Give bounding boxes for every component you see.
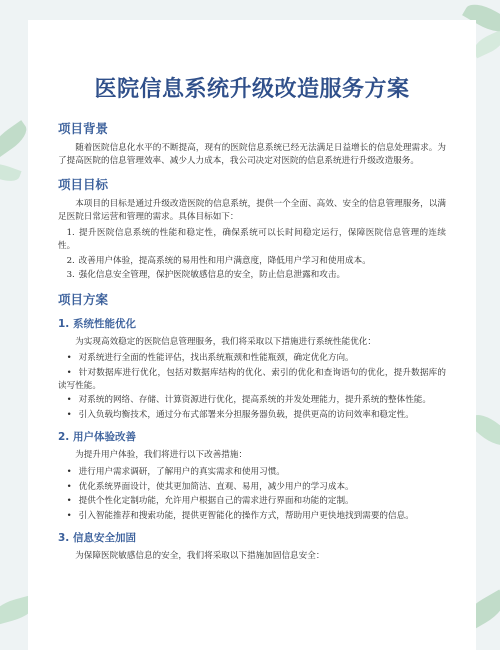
bullet-icon: •: [66, 409, 72, 420]
user-experience-intro-paragraph: 为提升用户体验，我们将进行以下改善措施：: [75, 450, 248, 461]
bullet-text: 优化系统界面设计，使其更加简洁、直观、易用，减少用户的学习成本。: [78, 481, 354, 492]
goal-item: [58, 255, 446, 268]
goal-item: [58, 269, 446, 282]
background-paragraph: 随着医院信息化水平的不断提高，现有的医院信息系统已经无法满足日益增长的信息处理需求。为了提高医院的信息管理效率、减少人力成本，我公司决定对医院的信息系统进行升级改造服务。: [58, 143, 446, 166]
bullet-text: 对系统的网络、存储、计算资源进行优化，提高系统的并发处理能力，提升系统的整体性能。: [78, 395, 431, 406]
document-title: 医院信息系统升级改造服务方案: [94, 77, 410, 102]
bullet-text: 针对数据库进行优化，包括对数据库结构的优化、索引的优化和查询语句的优化，提升数据库的读写性能。: [58, 367, 446, 391]
bullet-text: 引入智能推荐和搜索功能，提供更智能化的操作方式，帮助用户更快地找到需要的信息。: [78, 510, 414, 521]
document-page: [28, 20, 476, 650]
bullet-item: [58, 352, 446, 365]
subsection-heading-user-experience: 2. 用户体验改善: [58, 431, 136, 444]
goal-text: 提升医院信息系统的性能和稳定性，确保系统可以长时间稳定运行，保障医院信息管理的连续性。: [58, 228, 446, 251]
bullet-icon: •: [66, 395, 72, 406]
goal-marker: 1.: [66, 228, 75, 239]
subsection-heading-performance: 1. 系统性能优化: [58, 317, 136, 330]
security-intro-paragraph: 为保障医院敏感信息的安全，我们将采取以下措施加固信息安全：: [75, 551, 325, 562]
goal-text: 改善用户体验，提高系统的易用性和用户满意度，降低用户学习和使用成本。: [78, 255, 371, 266]
section-heading-goals: 项目目标: [58, 177, 109, 193]
bullet-text: 对系统进行全面的性能评估，找出系统瓶颈和性能瓶颈，确定优化方向。: [78, 353, 354, 364]
section-heading-plan: 项目方案: [58, 291, 109, 307]
bullet-icon: •: [66, 367, 72, 378]
bullet-item: [58, 367, 446, 392]
bullet-icon: •: [66, 481, 72, 492]
subsection-heading-security: 3. 信息安全加固: [58, 532, 136, 545]
bullet-text: 进行用户需求调研，了解用户的真实需求和使用习惯。: [78, 466, 285, 477]
goals-intro-paragraph: 本项目的目标是通过升级改造医院的信息系统，提供一个全面、高效、安全的信息管理服务，以满足医院日常运营和管理的需求。具体目标如下：: [58, 199, 446, 222]
bullet-item: [58, 409, 446, 422]
goal-marker: 2.: [66, 255, 75, 266]
goal-item: [58, 227, 446, 252]
bullet-text: 引入负载均衡技术，通过分布式部署来分担服务器负载，提供更高的访问效率和稳定性。: [78, 409, 414, 420]
bullet-item: [58, 481, 446, 494]
goal-text: 强化信息安全管理，保护医院敏感信息的安全，防止信息泄露和攻击。: [78, 270, 346, 281]
bullet-item: [58, 394, 446, 407]
bullet-icon: •: [66, 466, 72, 477]
goal-marker: 3.: [66, 270, 75, 281]
bullet-item: [58, 510, 446, 523]
performance-intro-paragraph: 为实现高效稳定的医院信息管理服务，我们将采取以下措施进行系统性能优化：: [75, 336, 376, 347]
section-heading-background: 项目背景: [58, 121, 109, 136]
bullet-icon: •: [66, 353, 72, 364]
bullet-item: [58, 495, 446, 508]
bullet-item: [58, 466, 446, 479]
leaf-decoration: [0, 120, 32, 158]
bullet-text: 提供个性化定制功能，允许用户根据自己的需求进行界面和功能的定制。: [78, 496, 354, 507]
bullet-icon: •: [66, 510, 72, 521]
leaf-decoration: [0, 160, 22, 186]
bullet-icon: •: [66, 496, 72, 507]
